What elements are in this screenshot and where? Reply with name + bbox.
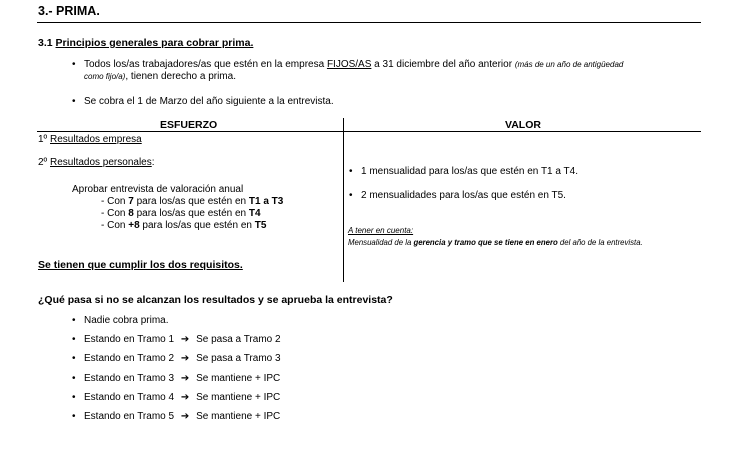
condition-text: para los/as que estén en xyxy=(139,220,255,231)
requirement-label: Resultados personales xyxy=(50,157,152,168)
condition-score: 8 xyxy=(128,208,134,219)
outcome-row xyxy=(84,373,280,384)
evaluation-condition-3 xyxy=(101,220,266,231)
condition-score: +8 xyxy=(128,220,140,231)
table-header-rule xyxy=(37,131,701,132)
bullet-text: a 31 diciembre del año anterior xyxy=(371,59,515,70)
note-text: del año de la entrevista. xyxy=(557,238,643,247)
condition-tramo: T1 a T3 xyxy=(248,196,284,207)
arrow-right-icon: ➔ xyxy=(180,392,190,403)
bullet-note: como fijo/a) xyxy=(84,72,126,81)
outcome-condition: Estando en Tramo 5 xyxy=(84,411,175,422)
outcome-condition: Estando en Tramo 3 xyxy=(84,373,175,384)
bullet-eligibility-line2 xyxy=(84,71,236,82)
requirement-note: Se tienen que cumplir los dos requisitos. xyxy=(38,259,243,271)
arrow-right-icon: ➔ xyxy=(180,334,190,345)
note-emphasis: gerencia y tramo que se tiene en enero xyxy=(413,238,558,247)
condition-tramo: T4 xyxy=(248,208,261,219)
outcome-row xyxy=(84,411,280,422)
outcome-condition: Estando en Tramo 4 xyxy=(84,392,175,403)
evaluation-condition-1 xyxy=(101,196,283,207)
outcome-row xyxy=(84,334,281,345)
arrow-right-icon: ➔ xyxy=(180,353,190,364)
outcome-result: Se mantiene + IPC xyxy=(196,411,281,422)
outcome-condition: Estando en Tramo 1 xyxy=(84,334,175,345)
section-title: 3.- PRIMA. xyxy=(38,4,100,18)
condition-text: - Con xyxy=(101,196,129,207)
note-text: Mensualidad de la xyxy=(348,238,414,247)
question-heading: ¿Qué pasa si no se alcanzan los resultados y se aprueba la entrevista? xyxy=(38,294,393,306)
arrow-right-icon: ➔ xyxy=(180,411,190,422)
note-body xyxy=(348,238,643,247)
title-divider xyxy=(37,22,701,23)
condition-text: para los/as que estén en xyxy=(133,196,249,207)
outcome-result: Se mantiene + IPC xyxy=(196,373,281,384)
outcome-condition: Estando en Tramo 2 xyxy=(84,353,175,364)
bullet-note: (más de un año de antigüedad xyxy=(514,60,624,69)
bullet-text: , tienen derecho a prima. xyxy=(125,71,236,82)
bullet-payment-date: • Se cobra el 1 de Marzo del año siguiente a la entrevista. xyxy=(84,96,334,107)
table-header-esfuerzo: ESFUERZO xyxy=(160,119,218,131)
outcome-row xyxy=(84,392,280,403)
table-header-valor: VALOR xyxy=(505,119,541,131)
outcome-result: Se mantiene + IPC xyxy=(196,392,281,403)
subsection-number: 3.1 xyxy=(38,37,53,49)
table-column-divider xyxy=(343,118,344,282)
outcome-row xyxy=(84,315,168,326)
subsection-title: Principios generales para cobrar prima. xyxy=(55,37,254,49)
subsection-heading xyxy=(38,37,253,49)
condition-text: - Con xyxy=(101,220,129,231)
evaluation-condition-2 xyxy=(101,208,261,219)
outcome-row xyxy=(84,353,281,364)
bullet-text: Todos los/as trabajadores/as que estén en la empresa xyxy=(84,59,327,70)
condition-text: para los/as que estén en xyxy=(133,208,249,219)
requirement-2 xyxy=(38,157,155,168)
arrow-right-icon: ➔ xyxy=(180,373,190,384)
outcome-condition: Nadie cobra prima. xyxy=(84,315,169,326)
value-1: • 1 mensualidad para los/as que estén en T1 a T4. xyxy=(361,166,578,177)
outcome-result: Se pasa a Tramo 3 xyxy=(196,353,281,364)
outcome-result: Se pasa a Tramo 2 xyxy=(196,334,281,345)
value-2: • 2 mensualidades para los/as que estén en T5. xyxy=(361,190,566,201)
condition-score: 7 xyxy=(128,196,134,207)
requirement-suffix: : xyxy=(151,157,155,168)
requirement-number: 1º xyxy=(38,134,50,145)
condition-tramo: T5 xyxy=(254,220,267,231)
condition-text: - Con xyxy=(101,208,129,219)
fijos-link-text: FIJOS/AS xyxy=(326,59,372,70)
bullet-eligibility xyxy=(84,59,623,70)
requirement-label: Resultados empresa xyxy=(50,134,142,145)
evaluation-title: Aprobar entrevista de valoración anual xyxy=(72,184,244,195)
note-title: A tener en cuenta: xyxy=(348,226,414,235)
requirement-number: 2º xyxy=(38,157,50,168)
requirement-1 xyxy=(38,134,142,145)
